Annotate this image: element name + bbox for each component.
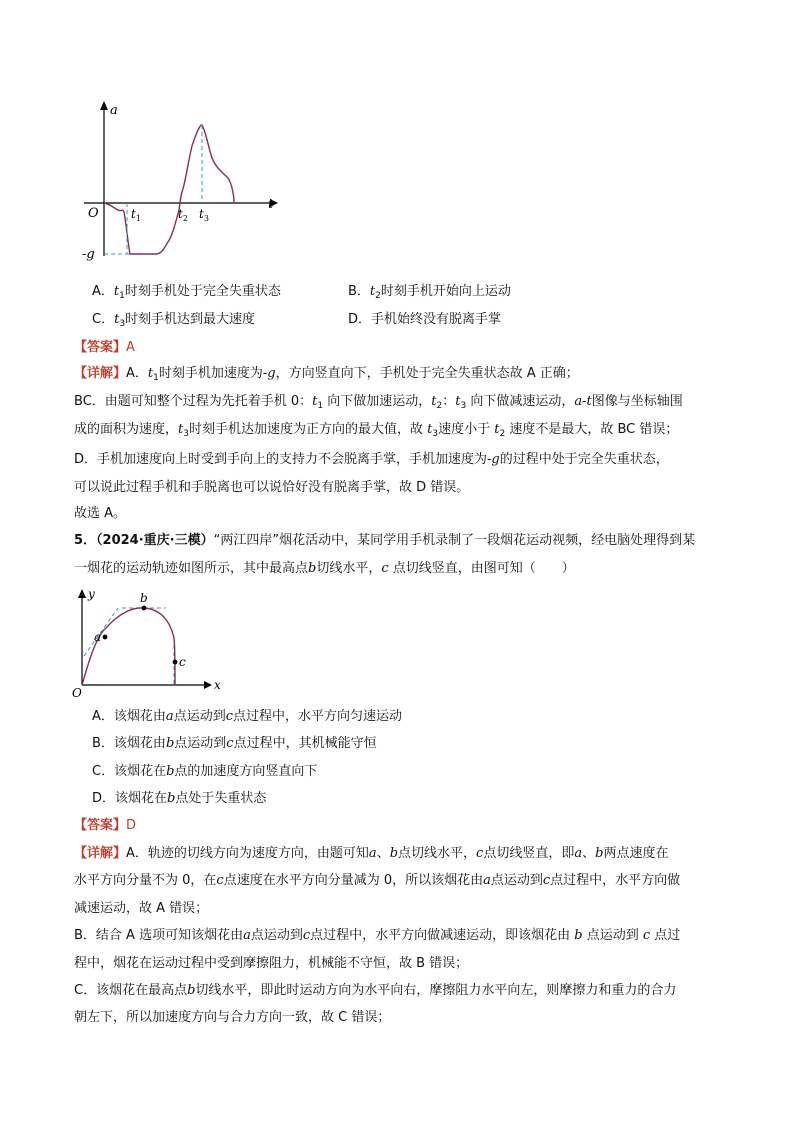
point-b-label: b [140, 591, 148, 605]
acceleration-curve [104, 125, 234, 254]
q5-stem-line-2: 一烟花的运动轨迹如图所示，其中最高点b切线水平，c 点切线竖直，由图可知（ ） [74, 561, 575, 576]
q5-answer: 【答案】D [74, 818, 137, 833]
origin-label: O [88, 206, 99, 221]
axis-a-label: a [110, 103, 118, 118]
point-b [142, 606, 147, 611]
q4-option-b: B．$t_2$时刻手机开始向上运动 [348, 284, 511, 301]
t2-label: $t_2$ [178, 207, 188, 223]
q4-option-a: A．$t_1$时刻手机处于完全失重状态 [92, 284, 281, 301]
q4-detail-line-1: 【详解】A．$t_1$时刻手机加速度为-g，方向竖直向下，手机处于完全失重状态故 A 正确； [74, 366, 579, 383]
q5-detail-line-2: 水平方向分量不为 0，在c点速度在水平方向分量减为 0，所以该烟花由a点运动到c点过程中，水平方向做 [74, 873, 681, 888]
point-c-label: c [179, 655, 186, 669]
origin-label: O [72, 686, 82, 700]
q5-option-a: A．该烟花由a点运动到c点过程中，水平方向匀速运动 [92, 709, 402, 724]
q5-detail-line-3: 减速运动，故 A 错误； [74, 901, 209, 916]
y-axis-label: y [88, 587, 95, 601]
acceleration-time-graph [74, 96, 294, 266]
q5-detail-line-4: B．结合 A 选项可知该烟花由a点运动到c点过程中，水平方向做减速运动，即该烟花由 b 点运动到 c 点过 [74, 928, 681, 943]
q5-detail-line-6: C．该烟花在最高点b切线水平，即此时运动方向为水平向右，摩擦阻力水平向左，则摩擦力和重力的合力 [74, 983, 677, 998]
t3-label: $t_3$ [199, 207, 209, 223]
point-a [103, 635, 108, 640]
point-a-label: a [94, 630, 102, 644]
q5-option-d: D．该烟花在b点处于失重状态 [92, 791, 267, 806]
q4-detail-line-6: 故选 A。 [74, 506, 127, 521]
q5-option-b: B．该烟花由b点运动到c点过程中，其机械能守恒 [92, 736, 377, 751]
q4-detail-line-2: BC．由题可知整个过程为先托着手机 0：$t_1$ 向下做加速运动，$t_2$：$t_3$ 向下做减速运动，a-t图像与坐标轴围 [74, 394, 683, 411]
q4-detail-line-3: 成的面积为速度，$t_3$时刻手机达加速度为正方向的最大值，故 $t_3$速度小于 $t_2$ 速度不是最大，故 BC 错误； [74, 422, 679, 439]
y-axis-arrow [78, 589, 86, 598]
q5-stem-line-1: 5．（2024·重庆·三模）“两江四岸”烟花活动中，某同学用手机录制了一段烟花运动视频，经电脑处理得到某 [74, 533, 696, 548]
point-c [173, 660, 178, 665]
x-axis-label: x [214, 678, 221, 692]
q4-answer: 【答案】A [74, 340, 135, 355]
trajectory-graph [66, 584, 236, 700]
q5-option-c: C．该烟花在b点的加速度方向竖直向下 [92, 764, 318, 779]
neg-g-label: -g [82, 247, 95, 262]
q5-detail-line-1: 【详解】A．轨迹的切线方向为速度方向，由题可知a、b点切线水平，c点切线竖直，即a、b两点速度在 [74, 846, 669, 861]
q4-detail-line-5: 可以说此过程手机和手脱离也可以说恰好没有脱离手掌，故 D 错误。 [74, 480, 470, 495]
q5-detail-line-5: 程中，烟花在运动过程中受到摩擦阻力，机械能不守恒，故 B 错误； [74, 956, 469, 971]
a-axis-arrow [100, 101, 108, 110]
trajectory-curve [82, 608, 175, 685]
q4-option-d: D．手机始终没有脱离手掌 [348, 312, 502, 327]
axis-t-label: t [268, 197, 274, 212]
x-axis-arrow [204, 681, 212, 689]
q5-detail-line-7: 朝左下，所以加速度方向与合力方向一致，故 C 错误； [74, 1010, 391, 1025]
q4-detail-line-4: D．手机加速度向上时受到手向上的支持力不会脱离手掌，手机加速度为-g的过程中处于完全失重状态， [74, 452, 669, 467]
t1-label: $t_1$ [131, 207, 141, 223]
q4-option-c: C．$t_3$时刻手机达到最大速度 [92, 312, 256, 329]
